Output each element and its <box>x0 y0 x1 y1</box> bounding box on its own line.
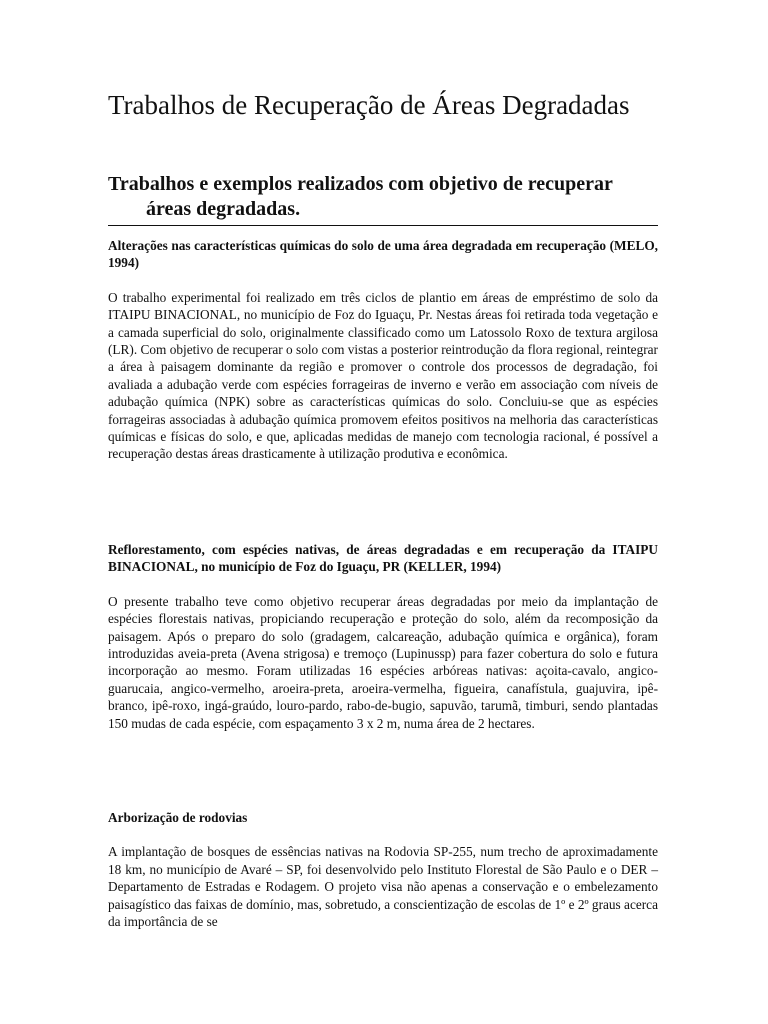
section-reforestation <box>108 541 658 732</box>
section-highway-afforestation <box>108 809 658 930</box>
section-heading: Alterações nas características químicas do solo de uma área degradada em recuperação (MELO, 1994) <box>108 238 658 271</box>
section-paragraph: O trabalho experimental foi realizado em três ciclos de plantio em áreas de empréstimo de solo da ITAIPU BINACIONAL, no município de Foz do Iguaçu, Pr. Nestas áreas foi retirada toda vegetação e a camada superficial do solo, originalmente classificado como um Latossolo Roxo de textura argilosa (LR). Com objetivo de recuperar o solo com vistas a posterior reintrodução da flora regional, reintegrar a área à paisagem dominante da região e promover o controle dos processos de degradação, foi avaliada a adubação verde com espécies forrageiras de inverno e verão em associação com níveis de adubação química (NPK) sobre as características químicas do solo. Concluiu-se que as espécies forrageiras associadas à adubação química promovem efeitos positivos na melhoria das características químicas e físicas do solo, e que, aplicadas medidas de manejo com tecnologia racional, é possível a recuperação destas áreas drasticamente à utilização produtiva e econômica. <box>108 289 658 462</box>
section-heading: Reflorestamento, com espécies nativas, de áreas degradadas e em recuperação da ITAIPU BINACIONAL, no município de Foz do Iguaçu, PR (KELLER, 1994) <box>108 542 658 575</box>
section-soil-chemistry <box>108 237 658 463</box>
section-paragraph: A implantação de bosques de essências nativas na Rodovia SP-255, num trecho de aproximadamente 18 km, no município de Avaré – SP, foi desenvolvido pelo Instituto Florestal de São Paulo e o DER – Departamento de Estradas e Rodagem. O projeto visa não apenas a conservação e o embelezamento paisagístico das faixas de domínio, mas, sobretudo, a conscientização de escolas de 1º e 2º graus acerca da importância de se <box>108 844 658 930</box>
document-subtitle: Trabalhos e exemplos realizados com objetivo de recuperar áreas degradadas. <box>108 172 658 226</box>
section-heading: Arborização de rodovias <box>108 810 248 825</box>
section-paragraph: O presente trabalho teve como objetivo recuperar áreas degradadas por meio da implantação de espécies florestais nativas, propiciando recuperação e proteção do solo, além da recomposição da paisagem. Após o preparo do solo (gradagem, calcareação, adubação química e orgânica), foram introduzidas aveia-preta (Avena strigosa) e tremoço (Lupinussp) para fazer cobertura do solo e futura incorporação ao mesmo. Foram utilizadas 16 espécies arbóreas nativas: açoita-cavalo, angico-guarucaia, angico-vermelho, aroeira-preta, aroeira-vermelha, figueira, canafístula, guajuvira, ipê-branco, ipê-roxo, ingá-graúdo, louro-pardo, rabo-de-bugio, sapuvão, tarumã, timburi, sendo plantadas 150 mudas de cada espécie, com espaçamento 3 x 2 m, numa área de 2 hectares. <box>108 593 658 731</box>
document-title: Trabalhos de Recuperação de Áreas Degradadas <box>108 90 630 120</box>
